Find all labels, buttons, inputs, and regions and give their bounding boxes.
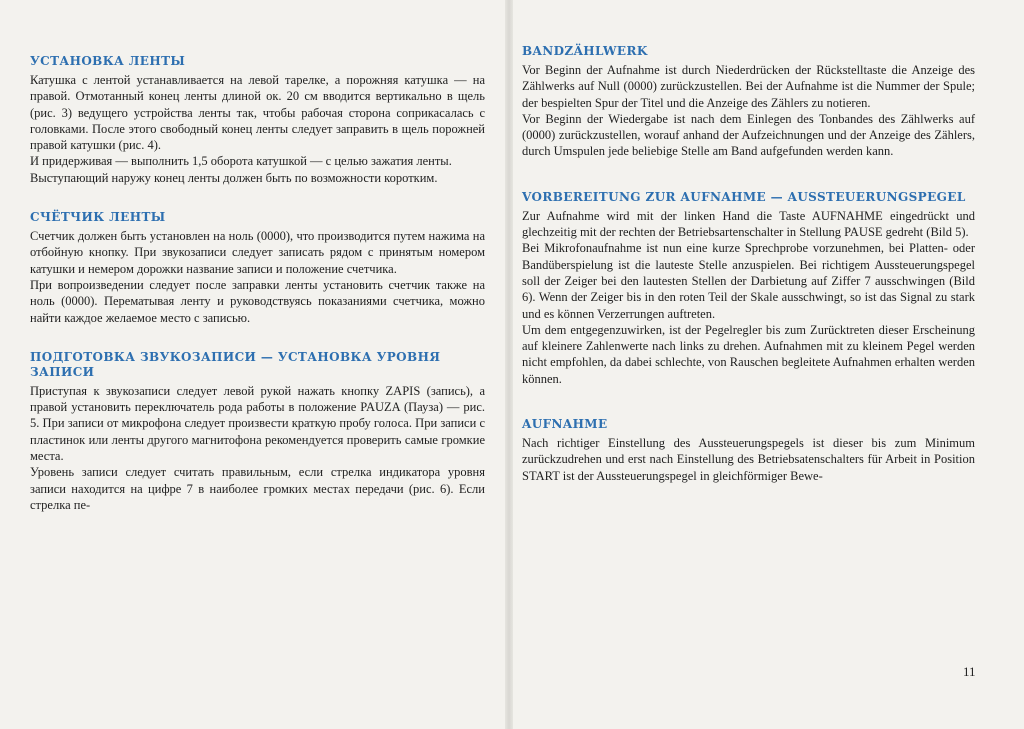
paragraph: Vor Beginn der Aufnahme ist durch Niederdrücken der Rückstelltaste die Anzeige des Zählwerks auf Null (0000) zurückzustellen. Bei der Aufnahme ist die Nummer der Spule; der bespielten Spur der Titel und die Anzeige des Zählers zu notieren. [522, 63, 975, 110]
section-bandzaehlwerk [522, 44, 975, 160]
paragraph: Приступая к звукозаписи следует левой рукой нажать кнопку ZAPIS (запись), а правой установить переключатель рода работы в положение PAUZA (Пауза) — рис. 5. При записи от микрофона следует произвести краткую пробу голоса. При записи с пластинок или ленты другого магнитофона рекомендуется проверить самые громкие места. [30, 383, 485, 464]
section-heading: УСТАНОВКА ЛЕНТЫ [30, 54, 186, 68]
page-number: 11 [963, 664, 976, 679]
paragraph: Nach richtiger Einstellung des Aussteuerungspegels ist dieser bis zum Minimum zurückzudrehen und erst nach Einstellung des Betriebsatenschalters für Arbeit in Position START ist der Aussteuerungspegel in gleichförmiger Bewe- [522, 436, 975, 483]
paragraph: Bei Mikrofonaufnahme ist nun eine kurze Sprechprobe vorzunehmen, bei Platten- oder Bandüberspielung ist die lauteste Stelle anzuspielen. Bei richtigem Aussteuerungspegel soll der Zeiger bei den lautesten Stellen der Darbietung auf Ziffer 7 ausschwingen (Bild 6). Wenn der Zeiger bis in den roten Teil der Skale ausschwingt, so ist das Signal zu stark und es können Verzerrungen auftreten. [522, 241, 975, 321]
paragraph: Um dem entgegenzuwirken, ist der Pegelregler bis zum Zurücktreten dieser Erscheinung auf kleinere Zahlenwerte nach links zu drehen. Aufnahmen mit zu kleinem Pegel werden nicht empfohlen, da dabei schlechte, von Rauschen begleitete Aufnahmen erhalten werden können. [522, 322, 975, 386]
section-aufnahme [522, 417, 975, 484]
paragraph: И придерживая — выполнить 1,5 оборота катушкой — с целью зажатия ленты. [30, 154, 452, 169]
paragraph: Уровень записи следует считать правильным, если стрелка индикатора уровня записи находится на цифре 7 в наиболее громких местах передачи (рис. 6). Если стрелка пе- [30, 465, 485, 512]
paragraph: Катушка с лентой устанавливается на левой тарелке, а порожняя катушка — на правой. Отмотанный конец ленты длиной ок. 20 см вводится вертикально в щель (рис. 3) ведущего устройства ленты так, чтобы рабочая сторона соприкасалась с головками. После этого свободный конец ленты следует заправить в щель порожней правой катушки (рис. 4). [30, 73, 485, 153]
right-column [522, 44, 975, 514]
section-heading: VORBEREITUNG ZUR AUFNAHME — AUSSTEUERUNGSPEGEL [522, 189, 966, 204]
section-vorbereitung [522, 190, 975, 387]
paragraph: Zur Aufnahme wird mit der linken Hand die Taste AUFNAHME eingedrückt und glechzeitig mit der rechten der Betriebsartenschalter in Stellung PAUSE gedreht (Bild 5). [522, 208, 975, 240]
section-heading: BANDZÄHLWERK [522, 44, 648, 58]
paragraph: Vor Beginn der Wiedergabe ist nach dem Einlegen des Tonbandes des Zählwerks auf (0000) zurückzustellen, worauf anhand der Aufzeichnungen und der Anzeige des Zählers, durch Umspulen jede beliebige Stelle am Band aufgefunden werden kann. [522, 111, 975, 159]
section-tape-counter [30, 210, 485, 326]
left-column [30, 44, 485, 537]
paragraph: При вопроизведении следует после заправки ленты установить счетчик также на ноль (0000). Перематывая ленту и руководствуясь показаниями счетчика, можно найти каждое желаемое место с записью. [30, 277, 485, 325]
section-heading: ПОДГОТОВКА ЗВУКОЗАПИСИ — УСТАНОВКА УРОВНЯ ЗАПИСИ [30, 349, 441, 379]
paragraph: Счетчик должен быть установлен на ноль (0000), что производится путем нажима на отбойную кнопку. При звукозаписи следует записать рядом с принятым номером катушки и немером дорожки название записи и положение счетчика. [30, 229, 485, 276]
section-tape-installation [30, 54, 485, 186]
section-heading: AUFNAHME [522, 417, 608, 432]
section-recording-prep [30, 350, 485, 513]
paragraph: Выступающий наружу конец ленты должен быть по возможности коротким. [30, 170, 438, 185]
section-heading: СЧЁТЧИК ЛЕНТЫ [30, 210, 166, 225]
page-fold [505, 0, 513, 729]
